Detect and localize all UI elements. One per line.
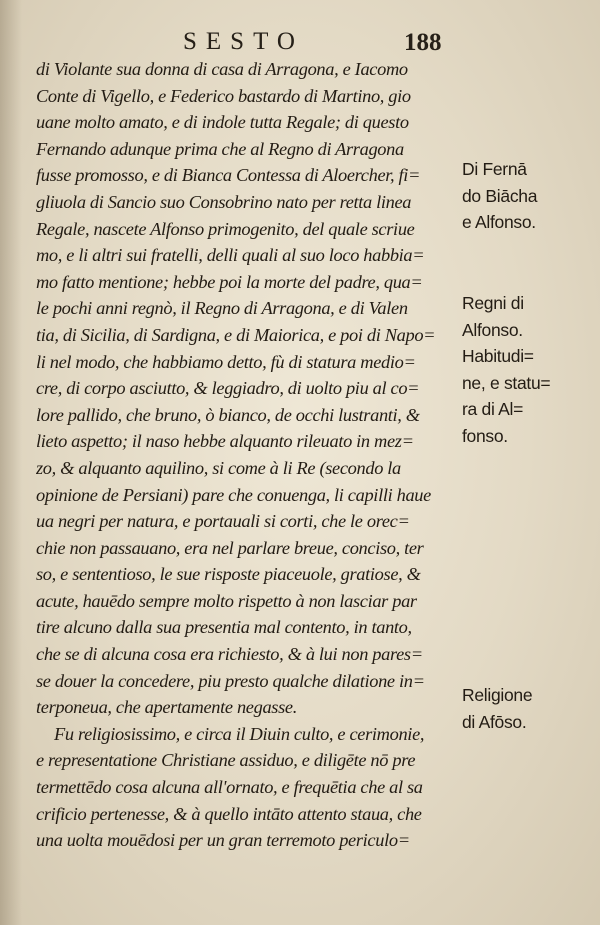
margin-note-fernando	[462, 156, 537, 236]
text-line: tia, di Sicilia, di Sardigna, e di Maiorica, e poi di Napo=	[36, 324, 436, 345]
margin-note-line: do Biācha	[462, 185, 538, 206]
text-line: mo, e li altri sui fratelli, delli quali al suo loco habbia=	[36, 245, 425, 266]
text-line: zo, & alquanto aquilino, si come à li Re (secondo la	[36, 457, 401, 478]
text-line: crificio pertenesse, & à quello intāto attento staua, che	[36, 803, 422, 824]
margin-note-line: ra di Al=	[462, 399, 524, 420]
text-line: le pochi anni regnò, il Regno di Arragona, e di Valen	[36, 298, 408, 319]
text-line: uane molto amato, e di indole tutta Regale; di questo	[36, 112, 409, 133]
margin-notes	[462, 0, 598, 925]
text-line: Conte di Vigello, e Federico bastardo di Martino, gio	[36, 85, 411, 106]
paragraph-first-line: Fu religiosissimo, e circa il Diuin culto, e cerimonie,	[54, 723, 425, 744]
margin-note-regni	[462, 290, 550, 450]
margin-note-line: Alfonso.	[462, 319, 523, 340]
text-line: Regale, nascete Alfonso primogenito, del quale scriue	[36, 218, 415, 239]
text-line: e representatione Christiane assiduo, e diligēte nō pre	[36, 750, 416, 771]
margin-note-line: Religione	[462, 685, 533, 705]
margin-note-line: ne, e statu=	[462, 372, 551, 393]
page-number: 188	[404, 29, 442, 56]
text-line: acute, hauēdo sempre molto rispetto à non lasciar par	[36, 590, 417, 611]
text-line: cre, di corpo asciutto, & leggiadro, di uolto piu al co=	[36, 378, 420, 399]
margin-note-line: di Afōso.	[462, 711, 527, 732]
text-line: lore pallido, che bruno, ò bianco, de occhi lustranti, &	[36, 404, 420, 425]
margin-note-line: e Alfonso.	[462, 212, 536, 233]
margin-note-line: Di Fernā	[462, 159, 527, 179]
text-line: opinione de Persiani) pare che conuenga, li capilli haue	[36, 484, 431, 505]
margin-note-line: fonso.	[462, 425, 508, 446]
text-line: di Violante sua donna di casa di Arragona, e Iacomo	[36, 59, 408, 79]
text-line: Fernando adunque prima che al Regno di Arragona	[36, 138, 404, 159]
text-line: mo fatto mentione; hebbe poi la morte del padre, qua=	[36, 271, 423, 292]
text-line: fusse promosso, e di Bianca Contessa di Aloercher, fi=	[36, 165, 421, 186]
margin-note-line: Habitudi=	[462, 346, 534, 367]
margin-note-line: Regni di	[462, 293, 524, 313]
text-line: che se di alcuna cosa era richiesto, & à lui non pares=	[36, 644, 423, 665]
gutter-shadow	[0, 0, 22, 925]
text-line: se douer la concedere, piu presto qualche dilatione in=	[36, 670, 425, 691]
text-line: lieto aspetto; il naso hebbe alquanto rileuato in mez=	[36, 431, 414, 452]
text-line: chie non passauano, era nel parlare breue, conciso, ter	[36, 537, 424, 558]
text-line: tire alcuno dalla sua presentia mal contento, in tanto,	[36, 617, 412, 638]
body-text	[36, 56, 460, 854]
text-line: una uolta mouēdosi per un gran terremoto periculo=	[36, 830, 410, 851]
margin-note-religione	[462, 682, 532, 735]
text-line: termettēdo cosa alcuna all'ornato, e frequētia che al sa	[36, 777, 423, 798]
text-line: li nel modo, che habbiamo detto, fù di statura medio=	[36, 351, 416, 372]
text-line: ua negri per natura, e portauali si corti, che le orec=	[36, 511, 410, 532]
text-line: gliuola di Sancio suo Consobrino nato per retta linea	[36, 191, 412, 212]
running-head: SESTO	[183, 28, 304, 55]
text-line: so, e sententioso, le sue risposte piaceuole, gratiose, &	[36, 564, 421, 585]
text-line: terponeua, che apertamente negasse.	[36, 697, 297, 718]
